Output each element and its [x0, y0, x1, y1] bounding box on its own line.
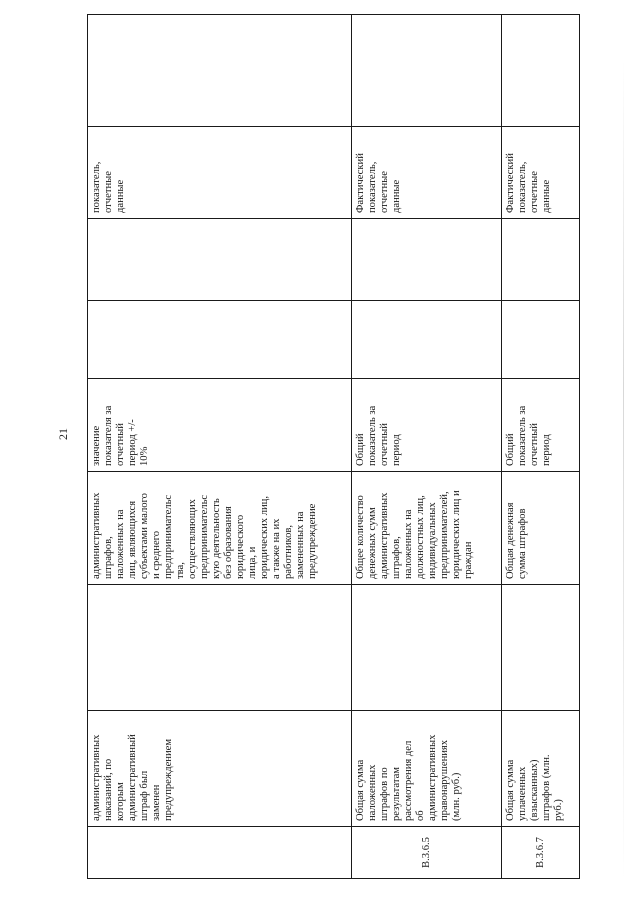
data-source-cell: [502, 127, 580, 219]
indicator-name-cell: [352, 711, 502, 827]
indicator-name-cell: [88, 711, 352, 827]
empty-cell: [88, 585, 352, 711]
table-row: [352, 15, 502, 879]
scan-edge-line: [623, 60, 624, 880]
empty-cell: [352, 301, 502, 379]
indicator-description: Общая денежная сумма штрафов: [505, 502, 528, 579]
indicator-name: Общая сумма уплаченных (взысканных) штрафов (млн. руб.): [505, 754, 564, 821]
indicator-code-cell: [502, 827, 580, 879]
indicator-code-cell: [352, 827, 502, 879]
empty-cell: [88, 15, 352, 127]
data-source-cell: [88, 127, 352, 219]
calculation-method-cell: [88, 379, 352, 472]
indicator-description-cell: [352, 472, 502, 585]
indicator-name-cell: [502, 711, 580, 827]
rotated-table-container: [87, 15, 579, 879]
empty-cell: [352, 15, 502, 127]
indicator-name: административных наказаний, по которым административный штраф был заменен предупреждением: [91, 734, 174, 821]
empty-cell: [502, 15, 580, 127]
data-source-cell: [352, 127, 502, 219]
indicator-code: В.3.6.5: [421, 837, 432, 868]
empty-cell: [352, 585, 502, 711]
table-row: [88, 15, 352, 879]
empty-cell: [352, 219, 502, 301]
indicator-description-cell: [88, 472, 352, 585]
indicators-table: [87, 14, 580, 879]
table-row: [502, 15, 580, 879]
empty-cell: [502, 301, 580, 379]
indicator-code: В.3.6.7: [535, 837, 546, 868]
calculation-method: Общий показатель за отчетный период: [355, 405, 402, 466]
empty-cell: [88, 301, 352, 379]
data-source: Фактический показатель, отчетные данные: [505, 153, 552, 213]
indicator-description: Общее количество денежных сумм административных штрафов, наложенных на должностных лиц, индивидуальных предпринимателей, юридических лиц и граждан: [355, 490, 474, 579]
indicator-code-cell: [88, 827, 352, 879]
empty-cell: [502, 585, 580, 711]
calculation-method-cell: [502, 379, 580, 472]
data-source: Фактический показатель, отчетные данные: [355, 153, 402, 213]
indicator-description: административных штрафов, наложенных на лиц, являющихся субъектами малого и среднего предпринимательс тва, осуществляющих предпринимательс кую деятельность без образования юридического лица, и юридических лиц, а также на их работников, замененных на предупреждение: [91, 492, 318, 579]
empty-cell: [88, 219, 352, 301]
calculation-method: значение показателя за отчетный период +/- 10%: [91, 405, 150, 466]
page-number: 21: [56, 428, 70, 440]
calculation-method-cell: [352, 379, 502, 472]
indicator-description-cell: [502, 472, 580, 585]
data-source: показатель, отчетные данные: [91, 161, 126, 213]
indicator-name: Общая сумма наложенных штрафов по результатам рассмотрения дел об административных правонарушениях (млн. руб.): [355, 734, 462, 821]
calculation-method: Общий показатель за отчетный период: [505, 405, 552, 466]
empty-cell: [502, 219, 580, 301]
